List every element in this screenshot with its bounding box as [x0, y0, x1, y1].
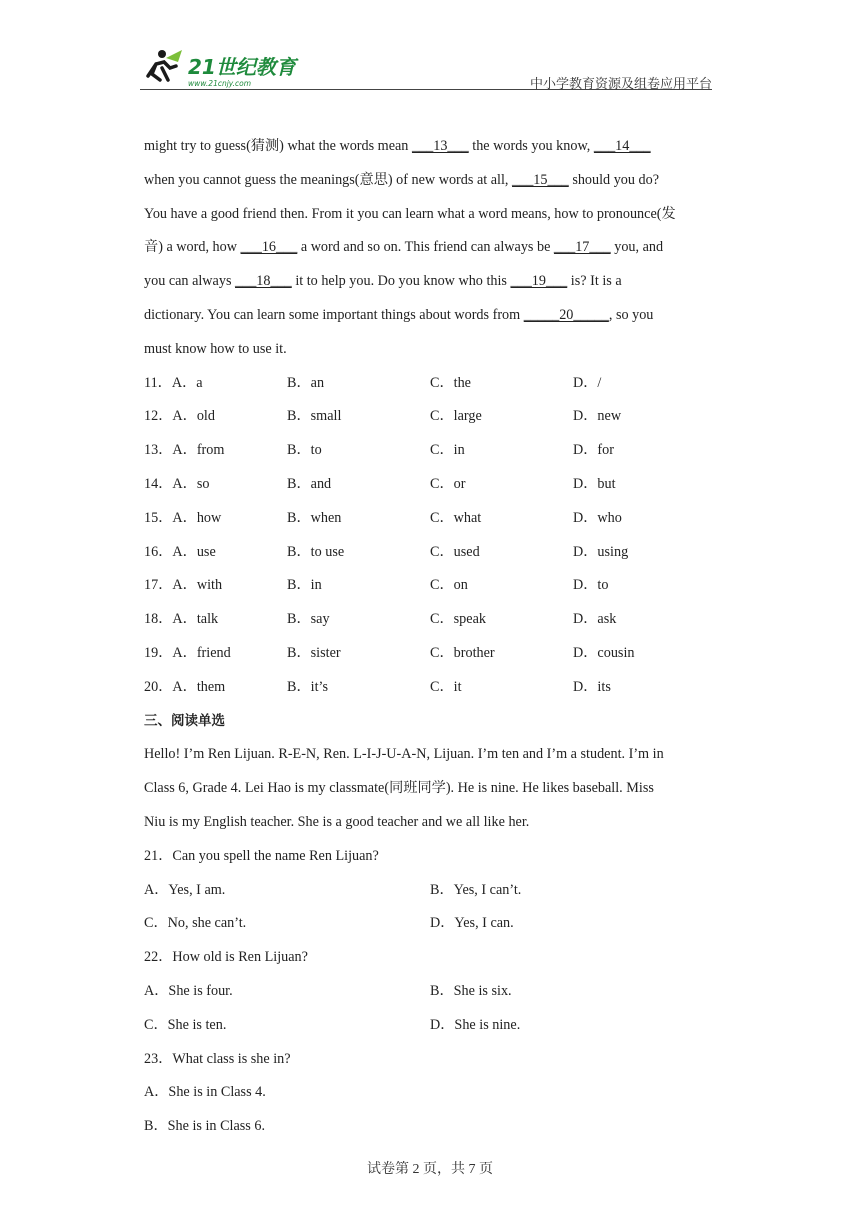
option-d[interactable]: D．to — [573, 577, 609, 594]
answer-row — [144, 909, 716, 943]
text-span: you, and — [610, 239, 664, 256]
cloze-option-row — [144, 639, 716, 673]
option-c[interactable]: C．or — [430, 475, 466, 492]
option-a[interactable]: 18．A．talk — [144, 611, 219, 628]
option-a[interactable]: 14．A．so — [144, 475, 210, 492]
option-c[interactable]: C．on — [430, 577, 468, 594]
option-a[interactable]: A．She is four. — [144, 982, 233, 999]
text-span: must know how to use it. — [144, 340, 287, 357]
option-d[interactable]: D．new — [573, 408, 622, 425]
text-span: dictionary. You can learn some important things about words from — [144, 306, 524, 323]
text-span: 音) a word, how — [144, 239, 241, 256]
cloze-option-row — [144, 538, 716, 572]
option-c[interactable]: C．No, she can’t. — [144, 915, 247, 932]
option-c[interactable]: C．She is ten. — [144, 1016, 227, 1033]
option-b[interactable]: B．say — [287, 611, 330, 628]
text-span: , so you — [608, 306, 654, 323]
passage2-line: Niu is my English teacher. She is a good teacher and we all like her. — [144, 813, 530, 830]
option-a[interactable]: A．Yes, I am. — [144, 881, 226, 898]
option-d[interactable]: D．but — [573, 475, 616, 492]
option-a[interactable]: 11．A．a — [144, 374, 203, 391]
blank-14: ___14___ — [593, 138, 651, 154]
option-c[interactable]: C．it — [430, 678, 462, 695]
page-header — [140, 46, 712, 90]
passage1-line — [144, 132, 716, 166]
option-b[interactable]: B．it’s — [287, 678, 328, 695]
option-c[interactable]: C．used — [430, 543, 480, 560]
logo-url: www.21cnjy.com — [188, 79, 252, 88]
option-c[interactable]: C．speak — [430, 611, 486, 628]
cloze-option-row — [144, 470, 716, 504]
cloze-option-row — [144, 436, 716, 470]
blank-13: ___13___ — [411, 138, 469, 154]
option-c[interactable]: C．what — [430, 509, 482, 526]
option-a[interactable]: 20．A．them — [144, 678, 226, 695]
cloze-option-row — [144, 504, 716, 538]
option-d[interactable]: D．its — [573, 678, 611, 695]
exam-content — [144, 132, 716, 1146]
text-span: is? It is a — [567, 273, 622, 290]
text-span: it to help you. Do you know who this — [291, 273, 511, 290]
option-c[interactable]: C．brother — [430, 644, 495, 661]
cloze-option-row — [144, 673, 716, 707]
option-b[interactable]: B．She is in Class 6. — [144, 1118, 266, 1135]
site-logo — [140, 46, 310, 90]
section-heading: 三、阅读单选 — [144, 712, 225, 729]
option-b[interactable]: B．small — [287, 408, 342, 425]
option-d[interactable]: D．who — [573, 509, 622, 526]
passage2-line: Hello! I’m Ren Lijuan. R-E-N, Ren. L-I-J-U-A-N, Lijuan. I’m ten and I’m a student. I’m in — [144, 746, 664, 763]
passage1-line — [144, 233, 716, 267]
passage1-line — [144, 267, 716, 301]
option-a[interactable]: A．She is in Class 4. — [144, 1084, 266, 1101]
logo-text: 21世纪教育 — [188, 55, 296, 79]
question-stem: 21．Can you spell the name Ren Lijuan? — [144, 847, 379, 864]
option-a[interactable]: 17．A．with — [144, 577, 223, 594]
blank-15: ___15___ — [512, 171, 569, 188]
blank-16: ___16___ — [240, 239, 298, 256]
question-stem: 22．How old is Ren Lijuan? — [144, 949, 308, 966]
option-b[interactable]: B．and — [287, 475, 332, 492]
option-c[interactable]: C．in — [430, 442, 465, 459]
option-b[interactable]: B．to use — [287, 543, 345, 560]
option-b[interactable]: B．in — [287, 577, 322, 594]
cloze-option-row — [144, 571, 716, 605]
blank-17: ___17___ — [553, 239, 611, 256]
cloze-option-row — [144, 605, 716, 639]
blank-20: _____20_____ — [523, 306, 609, 323]
option-d[interactable]: D．She is nine. — [430, 1016, 521, 1033]
blank-19: ___19___ — [510, 273, 568, 290]
header-divider — [140, 89, 712, 90]
option-a[interactable]: 19．A．friend — [144, 644, 231, 661]
text-span: you can always — [144, 273, 236, 290]
text-span: a word and so on. This friend can always be — [297, 239, 554, 256]
cloze-option-row — [144, 369, 716, 403]
option-b[interactable]: B．an — [287, 374, 325, 391]
option-c[interactable]: C．large — [430, 408, 482, 425]
text-span: should you do? — [568, 171, 660, 188]
option-d[interactable]: D．/ — [573, 374, 602, 391]
passage1-line — [144, 335, 716, 369]
option-b[interactable]: B．Yes, I can’t. — [430, 881, 522, 898]
passage1-line — [144, 200, 716, 234]
text-span: when you cannot guess the meanings(意思) of new words at all, — [144, 171, 513, 188]
passage1-line — [144, 166, 716, 200]
option-a[interactable]: 13．A．from — [144, 442, 225, 459]
option-b[interactable]: B．when — [287, 509, 342, 526]
answer-row — [144, 876, 716, 910]
platform-name: 中小学教育资源及组卷应用平台 — [529, 76, 712, 91]
passage2-line: Class 6, Grade 4. Lei Hao is my classmate(同班同学). He is nine. He likes baseball. Miss — [144, 780, 654, 797]
option-d[interactable]: D．cousin — [573, 644, 635, 661]
answer-row — [144, 1011, 716, 1045]
option-d[interactable]: D．Yes, I can. — [430, 915, 514, 932]
passage1-line — [144, 301, 716, 335]
option-c[interactable]: C．the — [430, 374, 471, 391]
blank-18: ___18___ — [235, 273, 292, 290]
option-a[interactable]: 16．A．use — [144, 543, 216, 560]
question-stem: 23．What class is she in? — [144, 1050, 291, 1067]
page-footer: 试卷第 2 页，共 7 页 — [367, 1162, 493, 1177]
option-b[interactable]: B．She is six. — [430, 982, 512, 999]
text-span: the words you know, — [468, 138, 594, 154]
option-b[interactable]: B．to — [287, 442, 322, 459]
option-d[interactable]: D．ask — [573, 611, 617, 628]
option-b[interactable]: B．sister — [287, 644, 341, 661]
text-span: You have a good friend then. From it you can learn what a word means, how to pronounce(发 — [144, 205, 676, 222]
text-span: might try to guess(猜测) what the words mean — [144, 138, 412, 154]
option-d[interactable]: D．for — [573, 442, 614, 459]
answer-row — [144, 977, 716, 1011]
option-a[interactable]: 12．A．old — [144, 408, 215, 425]
cloze-option-row — [144, 402, 716, 436]
option-a[interactable]: 15．A．how — [144, 509, 222, 526]
option-d[interactable]: D．using — [573, 543, 629, 560]
